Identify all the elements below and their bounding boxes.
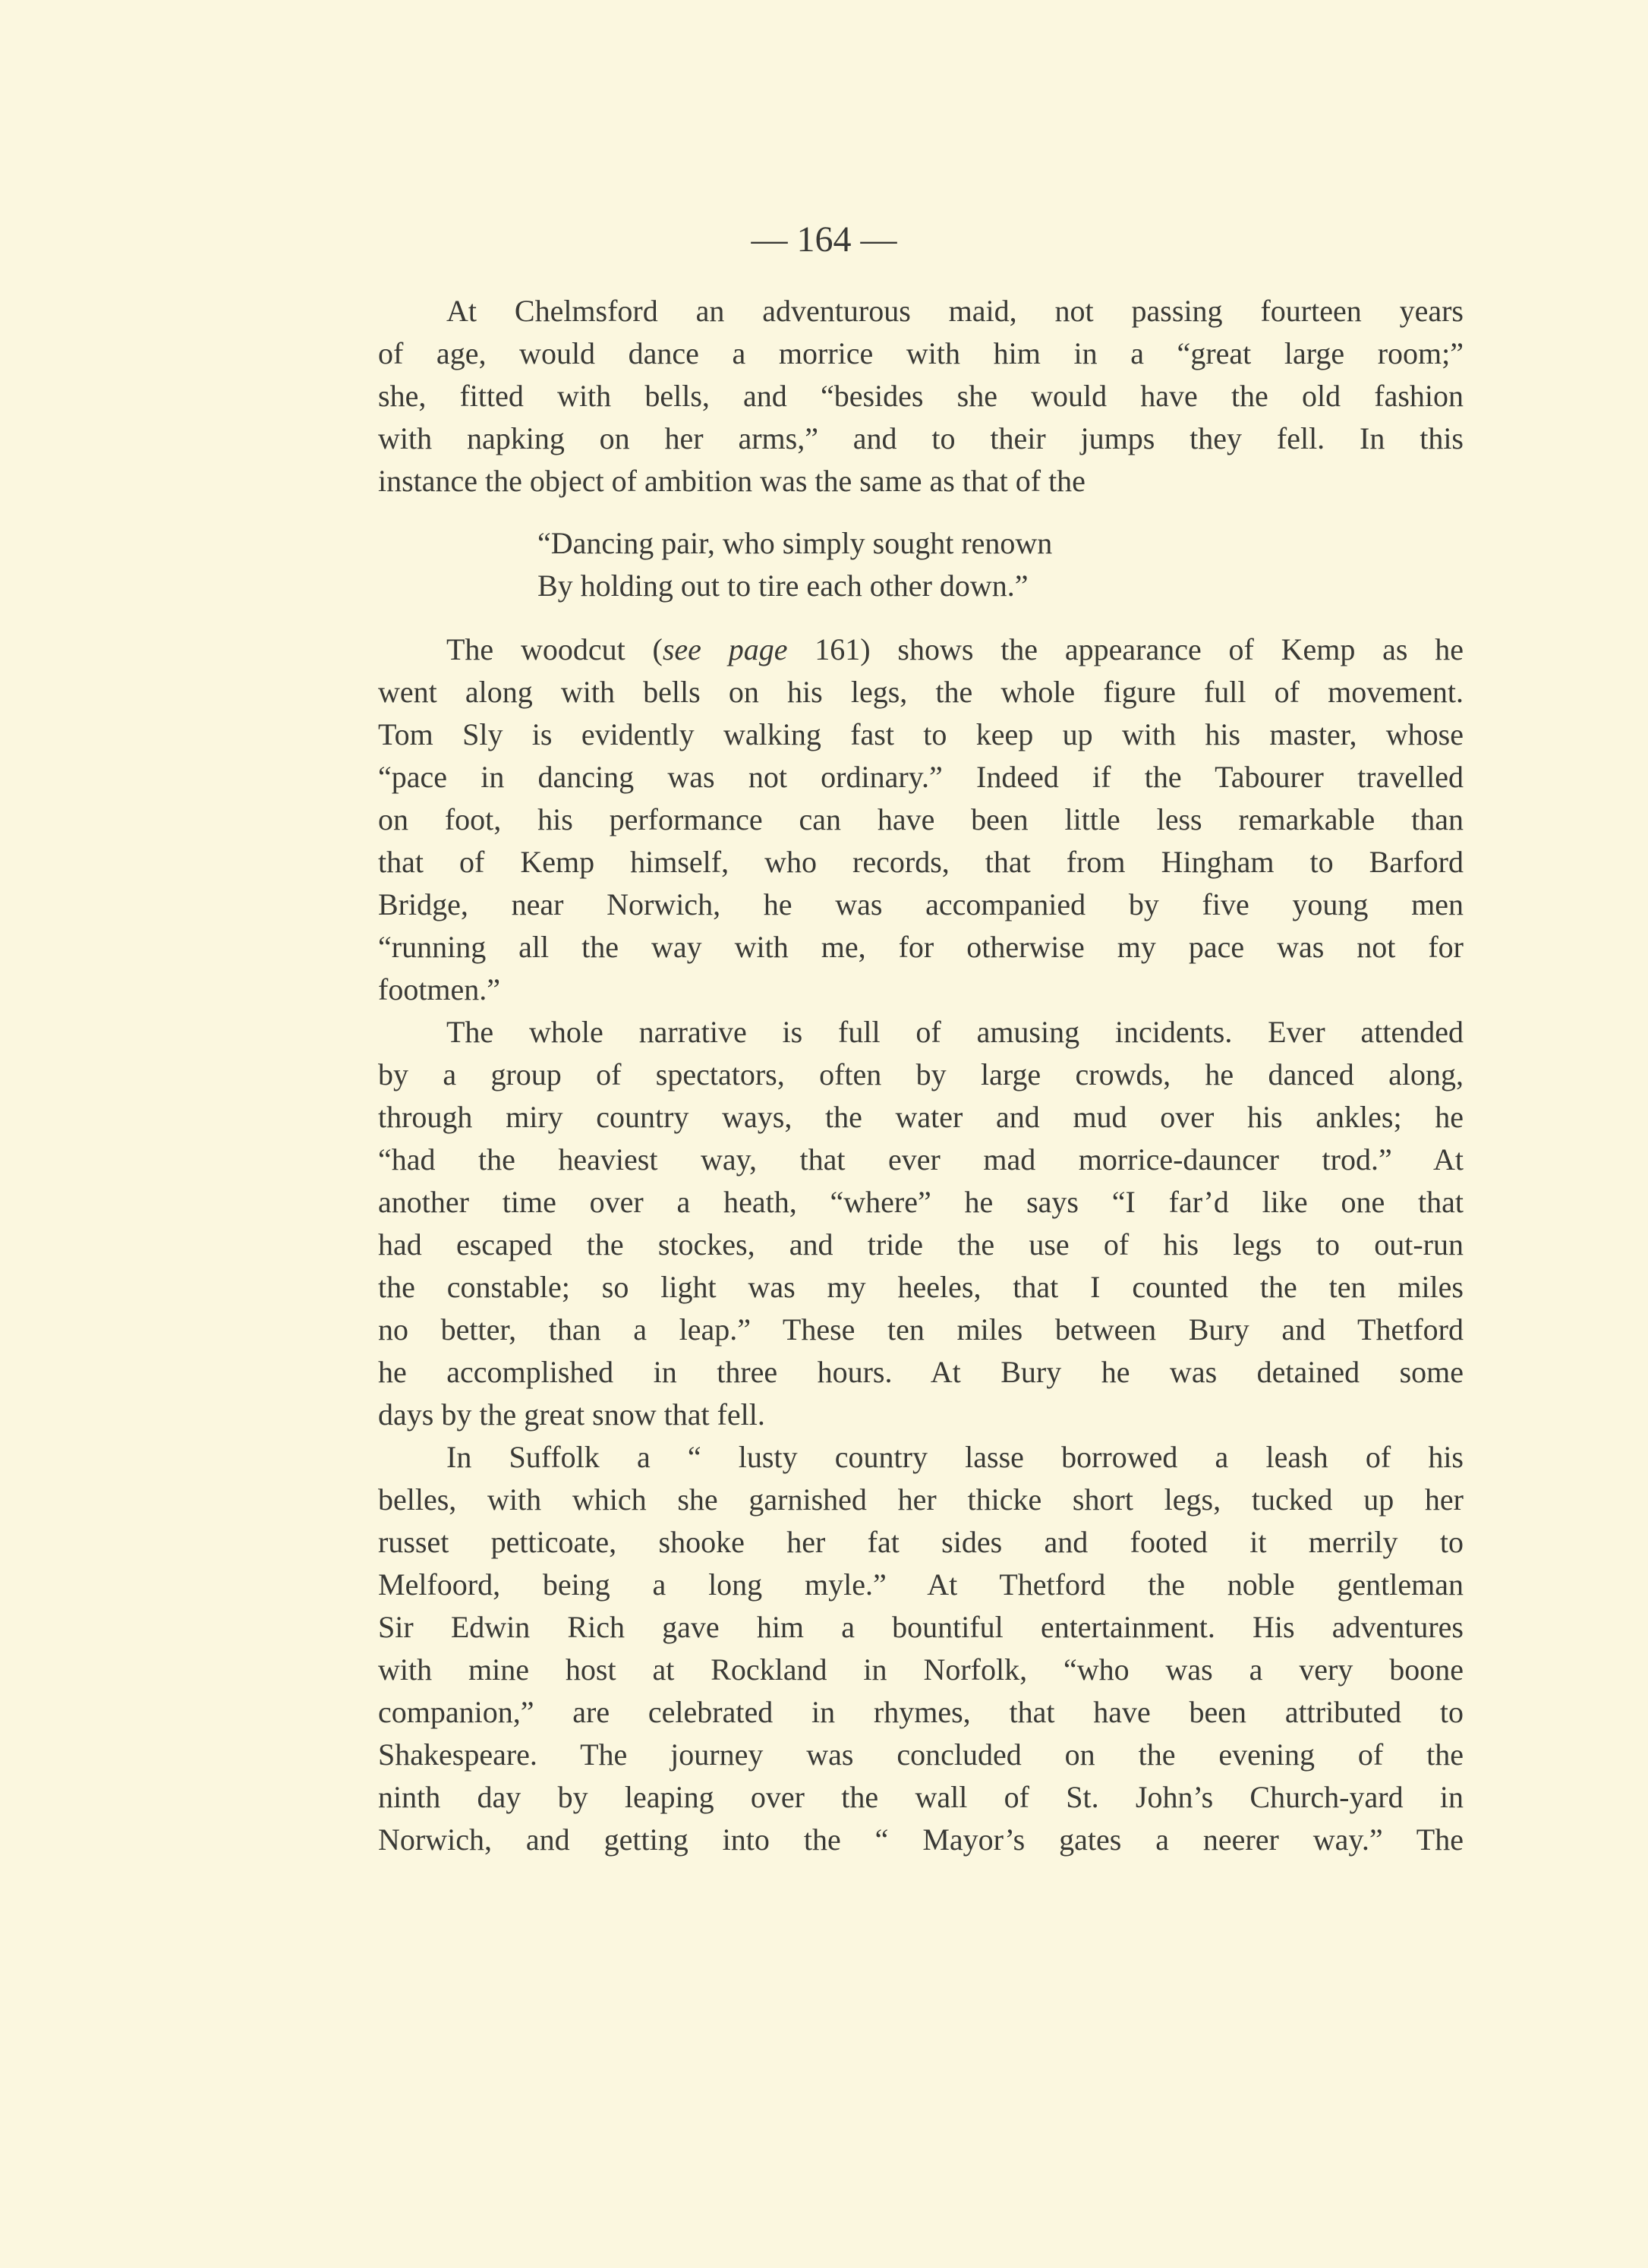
text-line: no better, than a leap.” These ten miles between Bury and Thetford [378,1312,1464,1347]
text-line: with mine host at Rockland in Norfolk, “who was a very boone [378,1652,1464,1687]
text-run: The woodcut ( [446,632,663,666]
text-line: “pace in dancing was not ordinary.” Indeed if the Tabourer travelled [378,760,1464,794]
text-line: on foot, his performance can have been little less remarkable than [378,802,1464,836]
text-line: At Chelmsford an adventurous maid, not passing fourteen years [446,294,1464,328]
italic-reference: see page [662,632,788,666]
text-line: Shakespeare. The journey was concluded on the evening of the [378,1737,1464,1772]
paragraph [378,628,1464,1011]
text-line: companion,” are celebrated in rhymes, that have been attributed to [378,1695,1464,1729]
text-line: The whole narrative is full of amusing incidents. Ever attended [446,1015,1464,1049]
verse-line: By holding out to tire each other down.” [537,569,1029,603]
text-line: another time over a heath, “where” he says “I far’d like one that [378,1185,1464,1219]
text-line: footmen.” [378,972,501,1006]
paragraph [378,1011,1464,1436]
spacer [378,607,1464,628]
body-text [378,290,1464,1861]
text-line: by a group of spectators, often by large crowds, he danced along, [378,1057,1464,1091]
verse-quotation [378,522,1464,607]
text-line: instance the object of ambition was the same as that of the [378,464,1086,498]
text-line: Sir Edwin Rich gave him a bountiful entertainment. His adventures [378,1610,1464,1644]
text-line: that of Kemp himself, who records, that from Hingham to Barford [378,845,1464,879]
text-line: through miry country ways, the water and mud over his ankles; he [378,1100,1464,1134]
text-line: he accomplished in three hours. At Bury he was detained some [378,1355,1464,1389]
text-line: went along with bells on his legs, the whole figure full of movement. [378,675,1464,709]
text-line: Tom Sly is evidently walking fast to keep up with his master, whose [378,717,1464,751]
spacer [378,502,1464,522]
page-number: — 164 — [751,219,897,260]
text-line: ninth day by leaping over the wall of St. John’s Church-yard in [378,1780,1464,1814]
text-line: Norwich, and getting into the “ Mayor’s gates a neerer way.” The [378,1822,1464,1857]
paragraph [378,1436,1464,1861]
text-run: 161) shows the appearance of Kemp as he [787,632,1464,666]
text-line: of age, would dance a morrice with him in a “great large room;” [378,336,1464,370]
text-line: Melfoord, being a long myle.” At Thetford the noble gentleman [378,1567,1464,1602]
text-line: she, fitted with bells, and “besides she would have the old fashion [378,379,1464,413]
text-line: “running all the way with me, for otherwise my pace was not for [378,930,1464,964]
paragraph [378,290,1464,502]
text-line: days by the great snow that fell. [378,1397,765,1432]
text-line: the constable; so light was my heeles, that I counted the ten miles [378,1270,1464,1304]
text-line: russet petticoate, shooke her fat sides and footed it merrily to [378,1525,1464,1559]
verse-line: “Dancing pair, who simply sought renown [537,526,1053,560]
text-line: with napking on her arms,” and to their jumps they fell. In this [378,421,1464,455]
text-line: Bridge, near Norwich, he was accompanied by five young men [378,887,1464,921]
text-line: In Suffolk a “ lusty country lasse borrowed a leash of his [446,1440,1464,1474]
text-line: belles, with which she garnished her thicke short legs, tucked up her [378,1482,1464,1517]
text-line: “had the heaviest way, that ever mad morrice-dauncer trod.” At [378,1142,1464,1177]
text-line: had escaped the stockes, and tride the use of his legs to out-run [378,1227,1464,1262]
text-line [378,628,1464,671]
